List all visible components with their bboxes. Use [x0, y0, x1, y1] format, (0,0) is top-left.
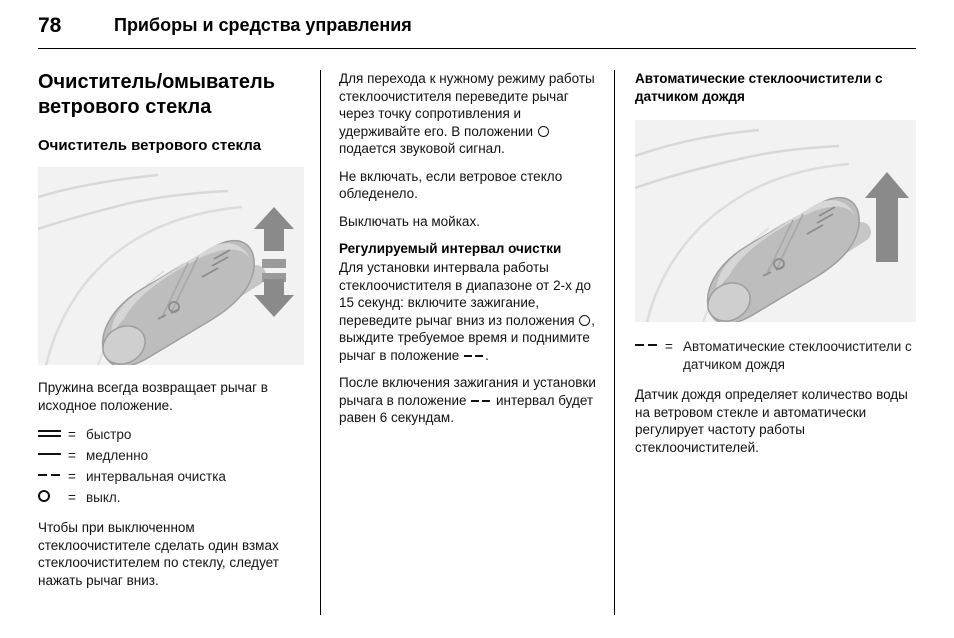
- circle-off-icon: [538, 126, 549, 137]
- section-title: Очиститель/омыватель ветрового стекла: [38, 71, 276, 118]
- paragraph-mode-change: [339, 70, 598, 158]
- single-line-icon: [38, 445, 68, 463]
- header-divider: [38, 48, 916, 49]
- legend-label: интервальная очистка: [86, 469, 226, 484]
- paragraph-car-wash: Выключать на мойках.: [339, 213, 480, 229]
- circle-off-icon: [38, 487, 68, 505]
- subsection-title: Очиститель ветрового стекла: [38, 137, 262, 154]
- legend-row: [38, 424, 304, 444]
- adjustable-interval-title: Регулируемый интервал очистки: [339, 241, 562, 256]
- legend-row: [38, 466, 304, 486]
- paragraph-single-wipe: Чтобы при выключенном стеклоочистителе сделать один взмах стеклоочистителем по стеклу, следует нажать рычаг вниз.: [38, 520, 279, 588]
- legend-label: медленно: [86, 448, 149, 463]
- content-columns: [38, 70, 916, 615]
- paragraph-interval-setup-text-a: Для установки интервала работы стеклоочистителя в диапазоне от 2-х до 15 секунд: включите зажигание, переведите рычаг вниз из положения: [339, 260, 591, 328]
- paragraph-mode-change-text-b: подается звуковой сигнал.: [339, 141, 505, 156]
- wiper-stalk-illustration: [38, 167, 304, 365]
- legend-equals: =: [665, 339, 673, 354]
- dashed-line-icon: [471, 395, 491, 406]
- rain-sensor-stalk-illustration: [635, 120, 916, 322]
- legend-row: [38, 487, 304, 507]
- legend-row: [38, 445, 304, 465]
- column-2: [321, 70, 614, 615]
- legend-row: [635, 336, 916, 374]
- paragraph-default-interval-text-b: интервал будет равен 6 секундам.: [339, 392, 594, 425]
- dashed-line-icon: [635, 336, 665, 354]
- paragraph-rain-sensor-desc: Датчик дождя определяет количество воды на ветровом стекле и автоматически регулирует частоту работы стеклоочистителей.: [635, 387, 908, 455]
- page-header: [38, 14, 916, 48]
- paragraph-icy-windshield: Не включать, если ветровое стекло обледенело.: [339, 168, 563, 201]
- paragraph-interval-setup: [339, 259, 598, 364]
- paragraph-interval-setup-text-c: .: [485, 347, 489, 363]
- rain-sensor-figure-svg: [635, 120, 916, 322]
- legend-label: быстро: [86, 427, 132, 442]
- legend-equals: =: [68, 469, 76, 484]
- legend-label: Автоматические стеклоочистители с датчиком дождя: [683, 339, 912, 372]
- dashed-line-icon: [38, 466, 68, 484]
- wiper-legend-list: [38, 424, 304, 507]
- circle-off-icon: [579, 315, 590, 326]
- page-number: 78: [38, 14, 62, 37]
- legend-equals: =: [68, 448, 76, 463]
- paragraph-spring-return: Пружина всегда возвращает рычаг в исходное положение.: [38, 380, 268, 413]
- paragraph-default-interval: [339, 374, 598, 427]
- legend-label: выкл.: [86, 490, 121, 505]
- page-title: Приборы и средства управления: [114, 15, 412, 35]
- paragraph-interval-setup-text-b: , выждите требуемое время и поднимите рычаг в положение: [339, 312, 596, 363]
- double-line-icon: [38, 424, 68, 442]
- rain-sensor-legend-list: [635, 336, 916, 374]
- rain-sensor-title: Автоматические стеклоочистители с датчиком дождя: [635, 71, 883, 104]
- wiper-stalk-figure-svg: [38, 167, 304, 365]
- paragraph-default-interval-text-a: После включения зажигания и установки рычага в положение: [339, 375, 596, 408]
- paragraph-mode-change-text-a: Для перехода к нужному режиму работы стеклоочистителя переведите рычаг через точку сопротивления и удерживайте его. В положении: [339, 71, 595, 139]
- legend-equals: =: [68, 427, 76, 442]
- column-3: [615, 70, 916, 615]
- column-1: [38, 70, 320, 615]
- dashed-line-icon: [464, 350, 484, 361]
- legend-equals: =: [68, 490, 76, 505]
